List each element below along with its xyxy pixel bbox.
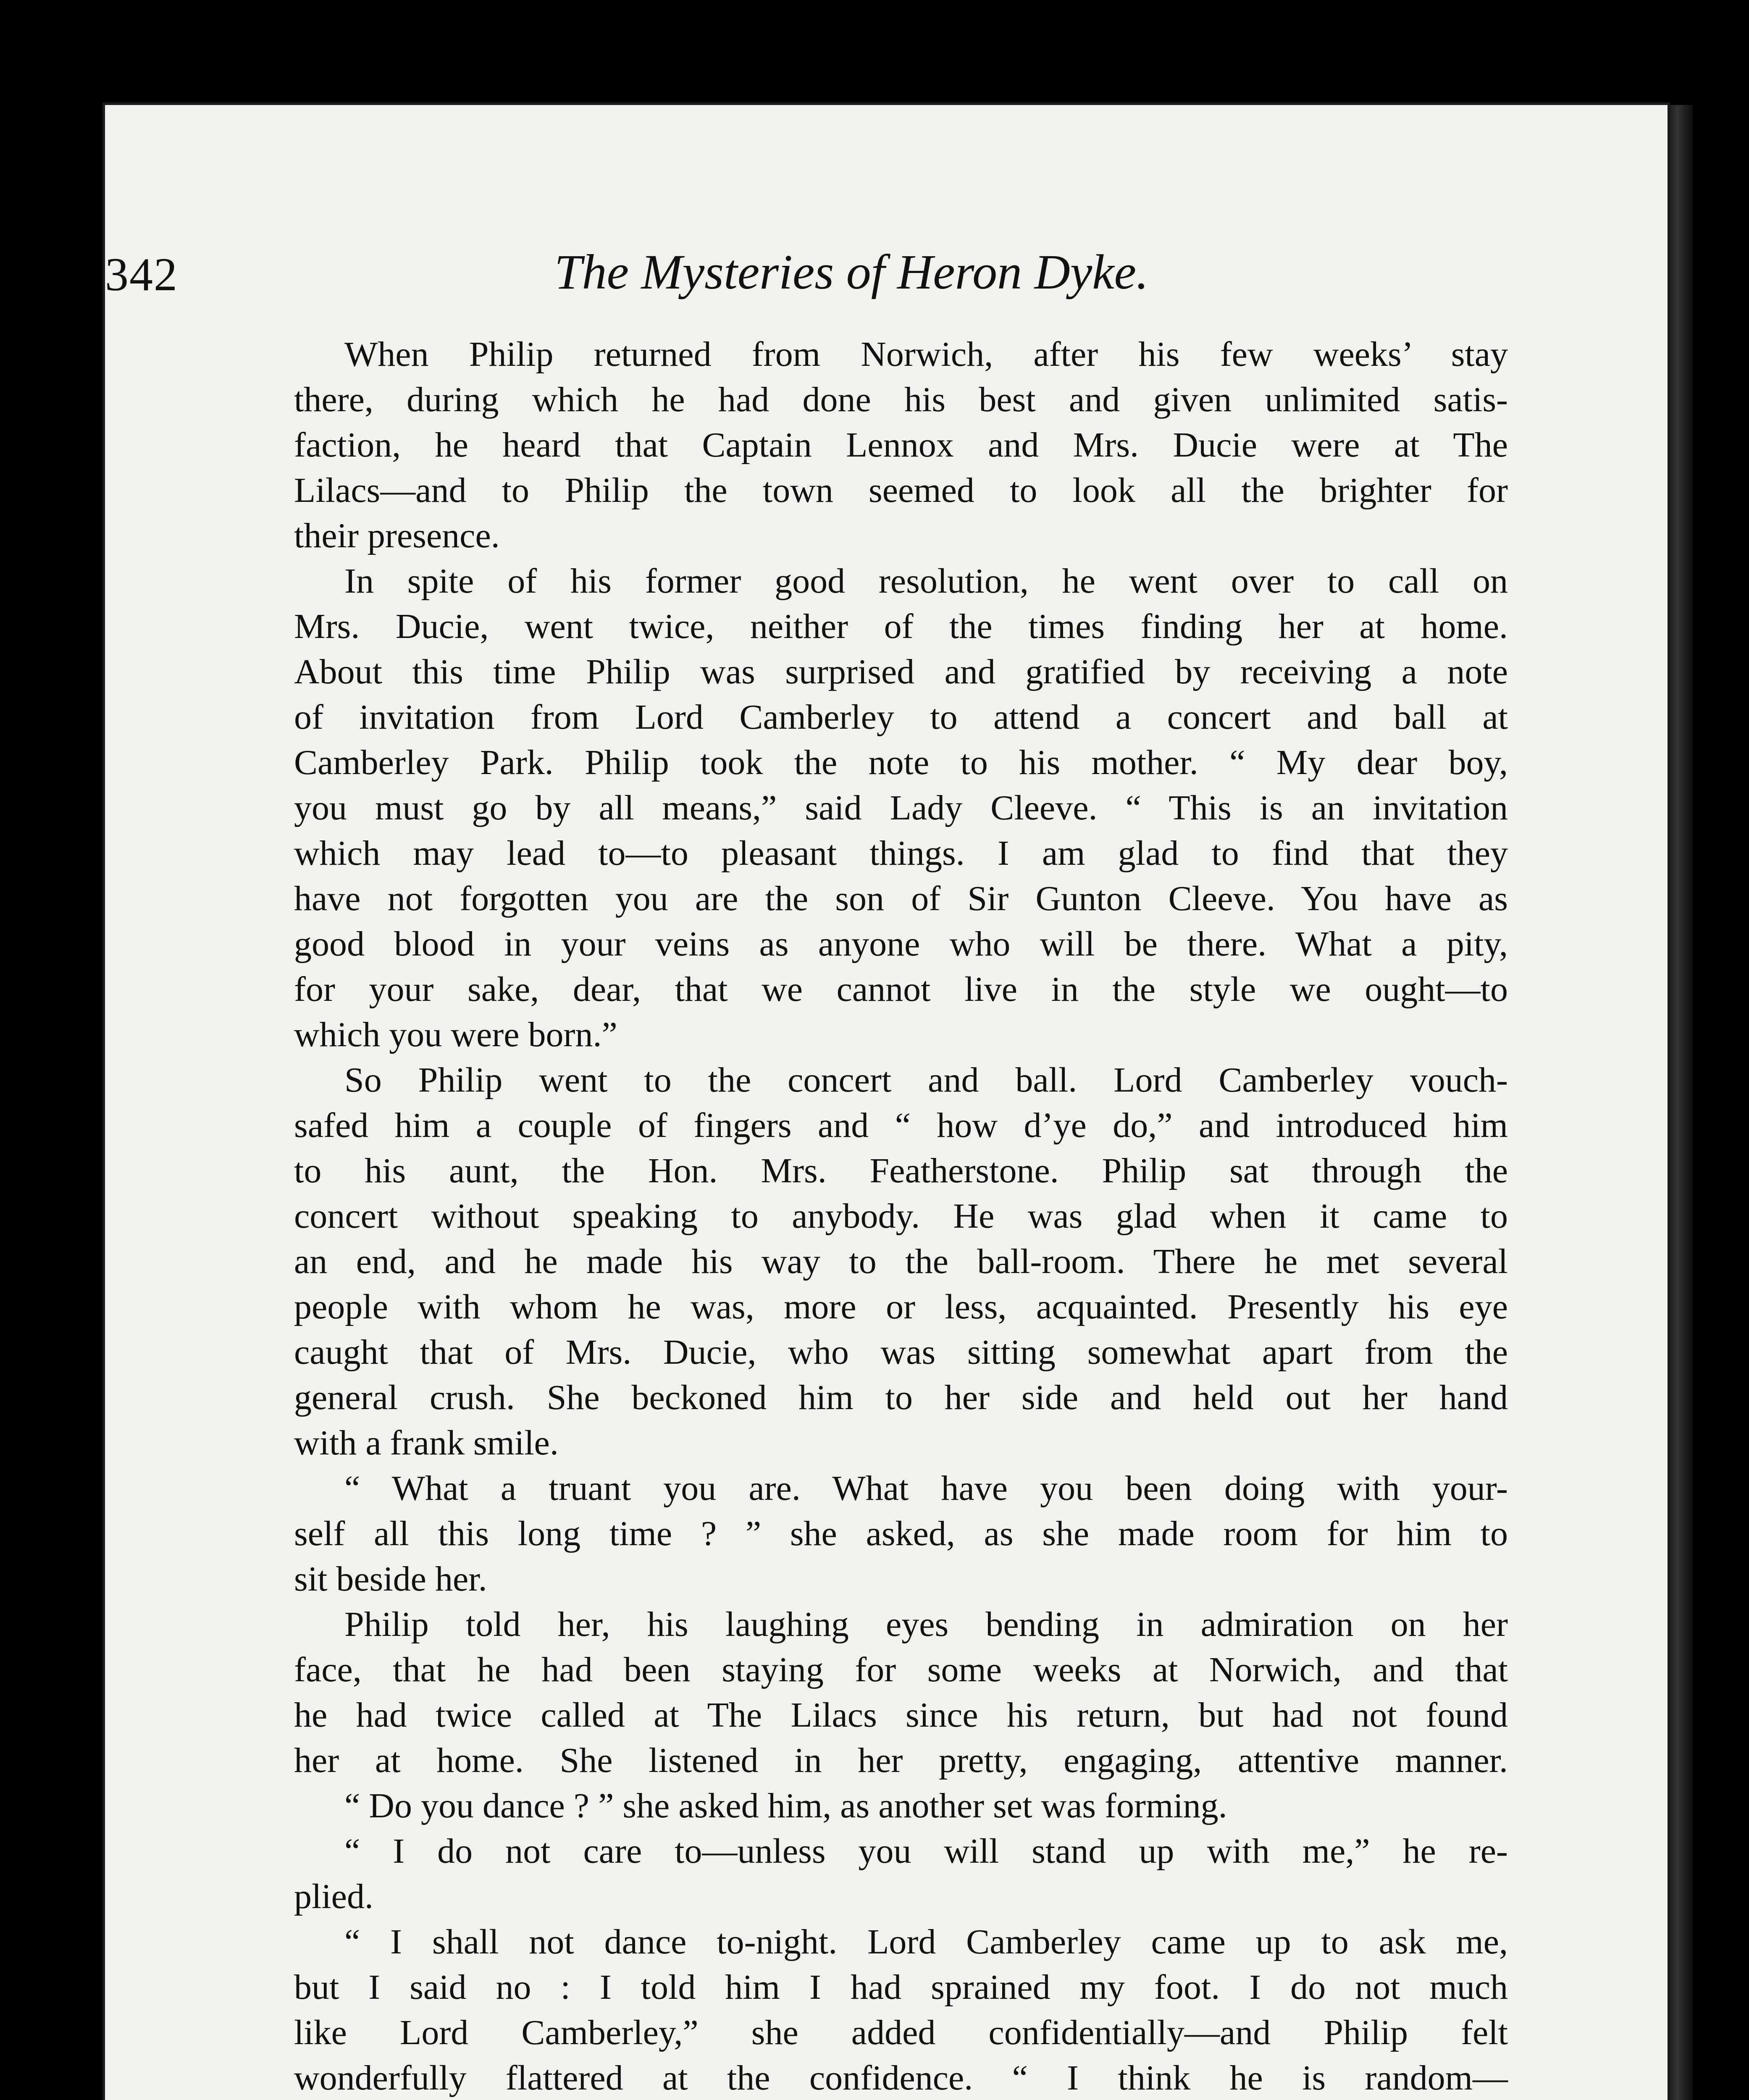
text-line: an end, and he made his way to the ball-room. There he met several [294,1242,1508,1281]
text-line: faction, he heard that Captain Lennox and Mrs. Ducie were at The [294,425,1508,465]
text-line: good blood in your veins as anyone who will be there. What a pity, [294,924,1508,963]
text-line: sit beside her. [294,1559,487,1599]
text-line: her at home. She listened in her pretty, engaging, attentive manner. [294,1741,1508,1780]
text-line: self all this long time ? ” she asked, as she made room for him to [294,1514,1508,1553]
text-line: there, during which he had done his best and given unlimited satis- [294,380,1508,419]
text-line: When Philip returned from Norwich, after his few weeks’ stay [344,335,1508,374]
text-line: In spite of his former good resolution, he went over to call on [344,562,1508,601]
facing-page-edge [1668,105,1693,2100]
text-line: their presence. [294,516,500,555]
page-number: 342 [105,249,178,301]
text-line: caught that of Mrs. Ducie, who was sitting somewhat apart from the [294,1333,1508,1372]
text-line: which you were born.” [294,1015,617,1054]
text-line: wonderfully flattered at the confidence. “ I think he is random— [294,2058,1508,2097]
text-line: you must go by all means,” said Lady Cleeve. “ This is an invitation [294,788,1508,827]
text-line: to his aunt, the Hon. Mrs. Featherstone. Philip sat through the [294,1151,1508,1190]
text-line: Philip told her, his laughing eyes bending in admiration on her [344,1605,1508,1644]
text-line: with a frank smile. [294,1423,559,1462]
text-line: Lilacs—and to Philip the town seemed to look all the brighter for [294,471,1508,510]
text-line: which may lead to—to pleasant things. I am glad to find that they [294,834,1508,873]
text-line: Camberley Park. Philip took the note to his mother. “ My dear boy, [294,743,1508,782]
text-line: concert without speaking to anybody. He was glad when it came to [294,1197,1508,1236]
text-line: have not forgotten you are the son of Sir Gunton Cleeve. You have as [294,879,1508,918]
text-line: of invitation from Lord Camberley to attend a concert and ball at [294,698,1508,737]
text-line: people with whom he was, more or less, acquainted. Presently his eye [294,1287,1508,1326]
text-line: for your sake, dear, that we cannot live in the style we ought—to [294,970,1508,1009]
text-line: face, that he had been staying for some weeks at Norwich, and that [294,1650,1508,1689]
text-line: “ I do not care to—unless you will stand up with me,” he re- [344,1832,1508,1871]
text-line: “ I shall not dance to-night. Lord Camberley came up to ask me, [344,1922,1508,1961]
text-line: general crush. She beckoned him to her side and held out her hand [294,1378,1508,1417]
running-title: The Mysteries of Heron Dyke. [554,244,1149,299]
text-line: About this time Philip was surprised and gratified by receiving a note [294,652,1508,691]
text-line: “ Do you dance ? ” she asked him, as another set was forming. [344,1786,1227,1825]
text-line: So Philip went to the concert and ball. Lord Camberley vouch- [344,1060,1508,1100]
text-line: he had twice called at The Lilacs since his return, but had not found [294,1696,1508,1735]
text-line: plied. [294,1877,373,1916]
text-line: like Lord Camberley,” she added confidentially—and Philip felt [294,2013,1508,2052]
text-line: Mrs. Ducie, went twice, neither of the times finding her at home. [294,607,1508,646]
body-text [294,332,1508,2100]
text-line: safed him a couple of fingers and “ how d’ye do,” and introduced him [294,1106,1508,1145]
text-line: but I said no : I told him I had sprained my foot. I do not much [294,1968,1508,2007]
text-line: “ What a truant you are. What have you been doing with your- [344,1469,1508,1508]
